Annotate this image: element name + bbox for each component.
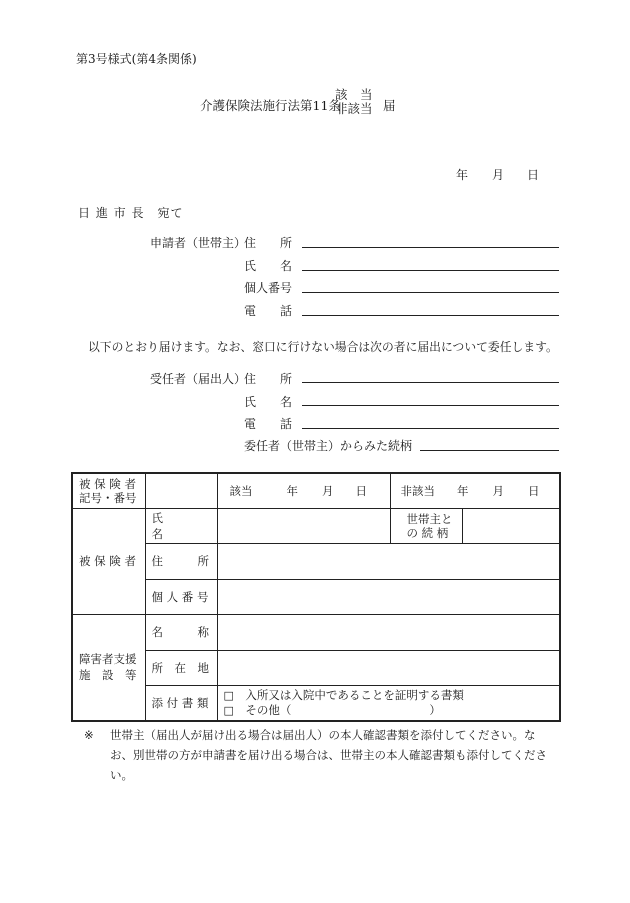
delegate-address-label: 住 所 <box>244 372 293 386</box>
table-row <box>72 685 560 721</box>
delegate-relation-label: 委任者（世帯主）からみた続柄 <box>244 439 413 453</box>
note-mark: ※ <box>84 728 94 742</box>
not-applicable-date-cell[interactable] <box>390 473 560 508</box>
form-title: 介護保険法施行法第11条 <box>200 98 341 113</box>
applicable-day: 日 <box>355 483 367 498</box>
footnote <box>84 725 554 785</box>
applicant-phone-label: 電 話 <box>244 304 293 318</box>
attachment-other-label: その他（ ） <box>245 702 441 717</box>
attachments-label: 添 付 書 類 <box>145 685 217 721</box>
note-text: 世帯主（届出人が届け出る場合は届出人）の本人確認書類を添付してください。なお、別世帯の方が申請書を届け出る場合は、世帯主の本人確認書類も添付してください。 <box>110 728 547 782</box>
applicant-address-field[interactable] <box>302 247 559 248</box>
insured-group-label: 被 保 険 者 <box>72 508 145 614</box>
head-relation-field[interactable] <box>462 508 560 543</box>
head-relation-label: 世帯主と の 続 柄 <box>390 508 462 543</box>
title-suffix: 届 <box>383 98 396 113</box>
applicant-name-label: 氏 名 <box>244 259 293 273</box>
title-option-stack <box>335 88 373 116</box>
applicable-date-cell[interactable] <box>217 473 390 508</box>
title-option-not-applicable: 非該当 <box>335 101 373 116</box>
applicable-year: 年 <box>286 483 298 498</box>
applicable-label: 該当 <box>229 483 253 498</box>
checkbox-certificate[interactable]: □ <box>223 688 234 702</box>
insured-table <box>71 472 561 722</box>
personal-number-label: 個 人 番 号 <box>145 579 217 614</box>
table-row <box>72 579 560 614</box>
not-applicable-day: 日 <box>528 483 540 498</box>
insured-number-field[interactable] <box>145 473 217 508</box>
delegation-text: 以下のとおり届けます。なお、窓口に行けない場合は次の者に届出について委任します。 <box>88 340 558 354</box>
checkbox-other[interactable]: □ <box>223 703 234 717</box>
not-applicable-month: 月 <box>492 483 504 498</box>
date-year-label: 年 <box>456 168 469 182</box>
insured-number-label: 被 保 険 者 記号・番号 <box>72 473 145 508</box>
applicant-phone-field[interactable] <box>302 315 559 316</box>
address-label: 住 所 <box>145 543 217 579</box>
facility-name-label: 名 称 <box>145 614 217 650</box>
delegate-name-label: 氏 名 <box>244 395 293 409</box>
applicant-name-field[interactable] <box>302 270 559 271</box>
delegate-address-field[interactable] <box>302 382 559 383</box>
date-month-label: 月 <box>492 168 505 182</box>
table-row <box>72 614 560 650</box>
attachments-cell <box>217 685 560 721</box>
delegate-relation-field[interactable] <box>420 450 559 451</box>
name-field[interactable] <box>217 508 390 543</box>
applicable-month: 月 <box>322 483 334 498</box>
location-field[interactable] <box>217 650 560 685</box>
delegate-phone-field[interactable] <box>302 428 559 429</box>
title-option-applicable: 該 当 <box>335 87 373 102</box>
date-day-label: 日 <box>527 168 540 182</box>
table-row <box>72 508 560 543</box>
applicant-heading: 申請者（世帯主） <box>150 236 247 250</box>
address-field[interactable] <box>217 543 560 579</box>
facility-name-field[interactable] <box>217 614 560 650</box>
form-number: 第3号様式(第4条関係) <box>76 52 197 66</box>
location-label: 所 在 地 <box>145 650 217 685</box>
delegate-phone-label: 電 話 <box>244 417 293 431</box>
attachment-certificate-label: 入所又は入院中であることを証明する書類 <box>245 687 464 702</box>
name-label: 氏 名 <box>145 508 217 543</box>
attachment-item <box>224 703 554 718</box>
attachment-item <box>224 688 554 703</box>
table-row <box>72 650 560 685</box>
applicant-number-label: 個人番号 <box>244 281 293 295</box>
delegate-heading: 受任者（届出人） <box>150 372 247 386</box>
not-applicable-label: 非該当 <box>400 483 435 498</box>
personal-number-field[interactable] <box>217 579 560 614</box>
facility-group-label: 障害者支援 施 設 等 <box>72 614 145 721</box>
not-applicable-year: 年 <box>457 483 469 498</box>
applicant-number-field[interactable] <box>302 292 559 293</box>
table-row <box>72 543 560 579</box>
table-row <box>72 473 560 508</box>
delegate-name-field[interactable] <box>302 405 559 406</box>
addressee: 日 進 市 長 宛て <box>78 206 184 220</box>
applicant-address-label: 住 所 <box>244 236 293 250</box>
